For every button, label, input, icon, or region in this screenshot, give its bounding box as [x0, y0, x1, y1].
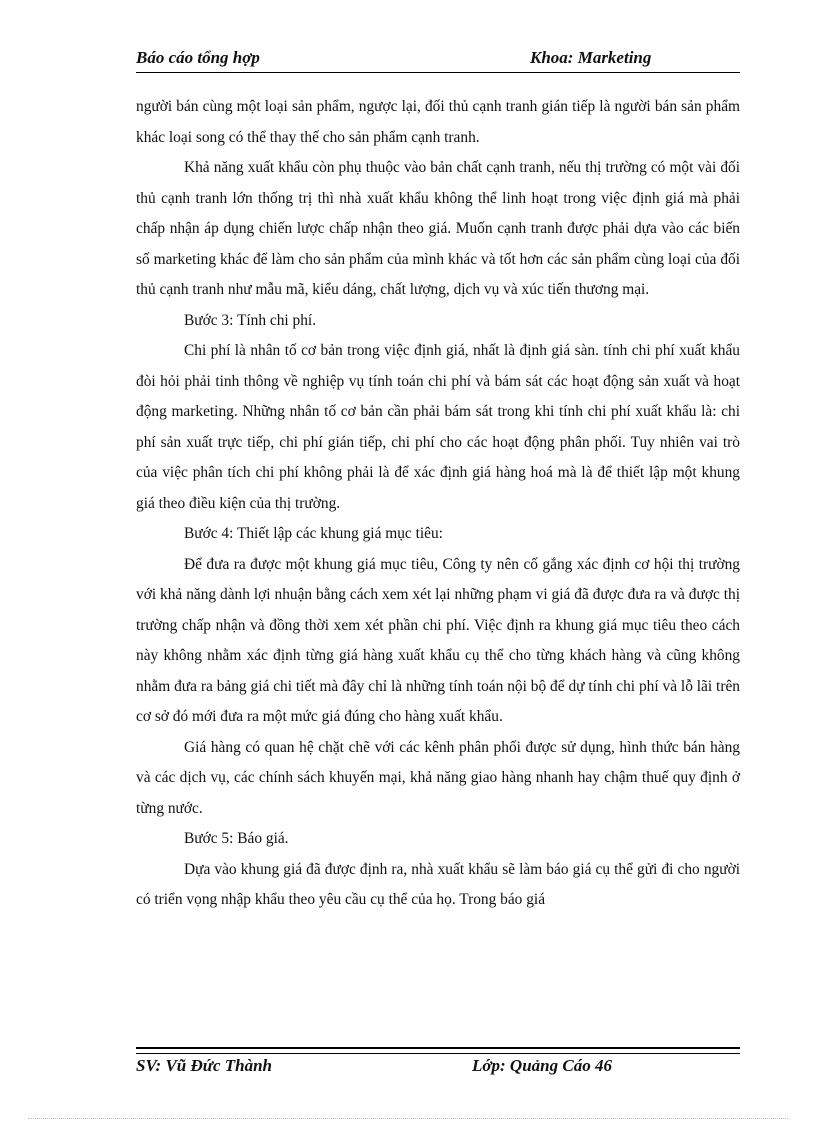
paragraph-price-frame: Để đưa ra được một khung giá mục tiêu, Công ty nên cố gắng xác định cơ hội thị trường với khả năng dành lợi nhuận bằng cách xem xét lại những phạm vi giá đã được đưa ra và được thị trường chấp nhận và đồng thời xem xét phần chi phí. Việc định ra khung giá mục tiêu theo cách này không nhằm xác định từng giá hàng xuất khẩu cụ thể cho từng khách hàng và cũng không nhằm đưa ra bảng giá chi tiết mà đây chỉ là những tính toán nội bộ để dự tính chi phí và lỗ lãi trên cơ sở đó mới đưa ra một mức giá đúng cho hàng xuất khẩu. — [136, 555, 740, 725]
paragraph-quotation: Dựa vào khung giá đã được định ra, nhà xuất khẩu sẽ làm báo giá cụ thể gửi đi cho người có triển vọng nhập khẩu theo yêu cầu cụ thể của họ. Trong báo giá — [136, 860, 740, 908]
step-5-heading: Bước 5: Báo giá. — [184, 830, 289, 847]
paragraph-continuation: người bán cùng một loại sản phẩm, ngược lại, đối thủ cạnh tranh gián tiếp là người bán sản phẩm khác loại song có thể thay thế cho sản phẩm cạnh tranh. — [136, 98, 740, 146]
paragraph-distribution: Giá hàng có quan hệ chặt chẽ với các kênh phân phối được sử dụng, hình thức bán hàng và các dịch vụ, các chính sách khuyến mại, khả năng giao hàng nhanh hay chậm thuế quy định ở từng nước. — [136, 738, 740, 817]
page-bottom-edge — [28, 1118, 788, 1119]
header-report-title: Báo cáo tổng hợp — [136, 48, 260, 67]
header-faculty: Khoa: Marketing — [530, 48, 652, 67]
page-header — [136, 46, 740, 73]
footer-student-name: SV: Vũ Đức Thành — [136, 1056, 272, 1075]
step-3-heading: Bước 3: Tính chi phí. — [184, 311, 317, 329]
paragraph-export-competition: Khả năng xuất khẩu còn phụ thuộc vào bản chất cạnh tranh, nếu thị trường có một vài đối thủ cạnh tranh lớn thống trị thì nhà xuất khẩu không thể linh hoạt trong việc định giá mà phải chấp nhận áp dụng chiến lược chấp nhận theo giá. Muốn cạnh tranh được phải dựa vào các biến số marketing khác để làm cho sản phẩm của mình khác và tốt hơn các sản phẩm cùng loại của đối thủ cạnh tranh như mẫu mã, kiểu dáng, chất lượng, dịch vụ và xúc tiến thương mại. — [136, 159, 740, 298]
paragraph-cost: Chi phí là nhân tố cơ bản trong việc định giá, nhất là định giá sàn. tính chi phí xuất khẩu đòi hỏi phải tinh thông về nghiệp vụ tính toán chi phí và bám sát các hoạt động sản xuất và hoạt động marketing. Những nhân tố cơ bản cần phải bám sát trong khi tính chi phí xuất khẩu là: chi phí sản xuất trực tiếp, chi phí gián tiếp, chi phí cho các hoạt động phân phối. Tuy nhiên vai trò của việc phân tích chi phí không phải là để xác định giá hàng hoá mà là để thiết lập một khung giá theo điều kiện của thị trường. — [136, 342, 740, 512]
footer-divider — [136, 1047, 740, 1054]
step-4-heading: Bước 4: Thiết lập các khung giá mục tiêu: — [184, 525, 443, 542]
footer-class: Lớp: Quảng Cáo 46 — [472, 1056, 612, 1075]
document-body — [136, 92, 740, 916]
